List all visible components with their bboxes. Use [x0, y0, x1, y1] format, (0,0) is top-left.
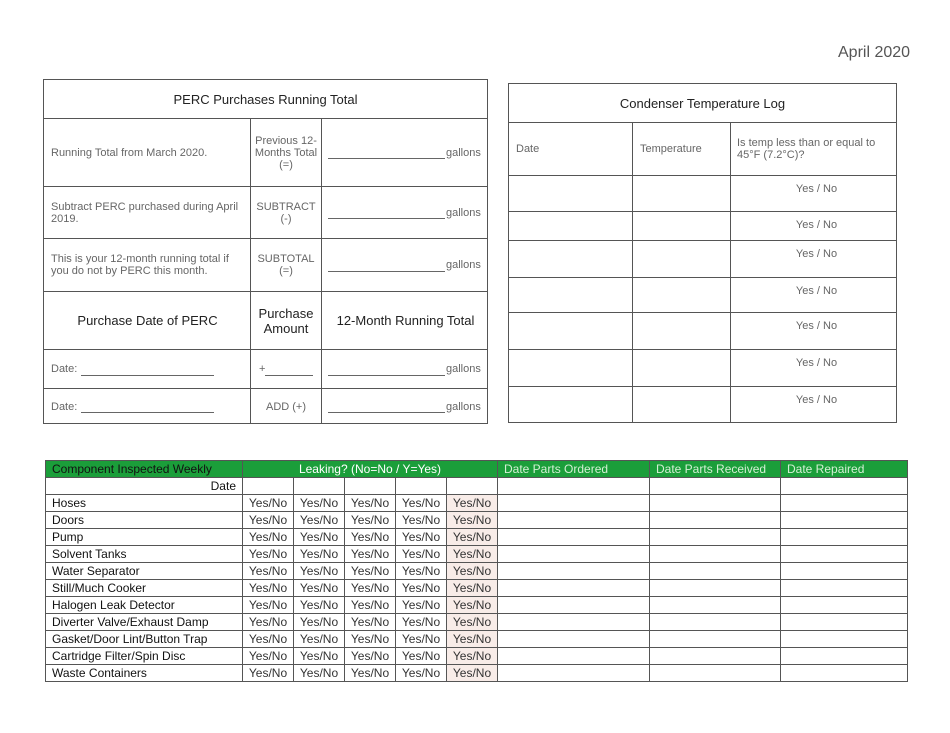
temperature-cell[interactable] — [633, 241, 731, 277]
perc-running-total-table — [43, 79, 488, 424]
date-input[interactable] — [81, 363, 214, 376]
date-cell[interactable] — [294, 478, 345, 495]
condenser-temperature-log — [508, 83, 897, 423]
date-entry-cell[interactable] — [498, 665, 650, 682]
yes-no-cell[interactable]: Yes/No — [447, 665, 498, 682]
yes-no-cell[interactable]: Yes / No — [795, 285, 838, 297]
yes-no-cell[interactable]: Yes/No — [396, 580, 447, 597]
yes-no-cell[interactable]: Yes/No — [294, 580, 345, 597]
yes-no-cell[interactable]: Yes/No — [294, 495, 345, 512]
yes-no-cell[interactable]: Yes/No — [294, 563, 345, 580]
component-name: Doors — [46, 512, 243, 529]
condenser-header-row — [509, 123, 896, 176]
yes-no-cell[interactable]: Yes/No — [294, 512, 345, 529]
yes-no-cell[interactable]: Yes/No — [345, 546, 396, 563]
date-entry-cell[interactable] — [498, 512, 650, 529]
condenser-row — [509, 313, 896, 350]
perc-row-desc: This is your 12-month running total if you do not by PERC this month. — [44, 239, 251, 291]
yes-no-cell[interactable]: Yes/No — [447, 546, 498, 563]
temperature-cell[interactable] — [633, 350, 731, 386]
yes-no-cell[interactable]: Yes/No — [345, 597, 396, 614]
yes-no-cell[interactable]: Yes/No — [345, 529, 396, 546]
component-row — [46, 665, 908, 682]
yes-no-cell[interactable]: Yes/No — [345, 648, 396, 665]
date-row-label: Date — [46, 478, 243, 495]
condenser-row — [509, 212, 896, 241]
gallons-input[interactable] — [328, 146, 445, 159]
empty-cell[interactable] — [781, 478, 908, 495]
yes-no-cell[interactable]: Yes/No — [294, 631, 345, 648]
temperature-column-header: Temperature — [633, 123, 731, 175]
yes-no-cell[interactable]: Yes/No — [243, 546, 294, 563]
yes-no-cell[interactable]: Yes/No — [294, 665, 345, 682]
yes-no-cell[interactable]: Yes/No — [345, 495, 396, 512]
date-entry-cell[interactable] — [650, 665, 781, 682]
date-entry-cell[interactable] — [650, 631, 781, 648]
date-cell[interactable] — [509, 387, 633, 422]
add-op: + — [259, 363, 266, 375]
date-entry-cell[interactable] — [781, 512, 908, 529]
yes-no-cell[interactable]: Yes/No — [396, 614, 447, 631]
month-title: April 2020 — [838, 44, 911, 61]
component-row — [46, 648, 908, 665]
condenser-row — [509, 350, 896, 387]
yes-no-cell[interactable]: Yes/No — [447, 563, 498, 580]
date-entry-cell[interactable] — [650, 614, 781, 631]
gallons-unit: gallons — [446, 363, 481, 375]
component-name: Still/Much Cooker — [46, 580, 243, 597]
component-row — [46, 546, 908, 563]
date-cell[interactable] — [396, 478, 447, 495]
perc-entry-row — [44, 350, 487, 389]
yes-no-cell[interactable]: Yes/No — [447, 614, 498, 631]
date-label: Date: — [51, 400, 78, 413]
date-entry-cell[interactable] — [650, 563, 781, 580]
date-entry-cell[interactable] — [498, 529, 650, 546]
running-total-header: 12-Month Running Total — [336, 313, 475, 328]
date-cell[interactable] — [345, 478, 396, 495]
date-entry-cell[interactable] — [781, 631, 908, 648]
date-cell[interactable] — [243, 478, 294, 495]
date-entry-cell[interactable] — [650, 529, 781, 546]
date-entry-cell[interactable] — [650, 580, 781, 597]
amount-input[interactable] — [265, 363, 313, 376]
date-entry-cell[interactable] — [498, 495, 650, 512]
date-entry-cell[interactable] — [498, 631, 650, 648]
date-entry-cell[interactable] — [498, 563, 650, 580]
date-received-header: Date Parts Received — [650, 461, 781, 478]
yes-no-cell[interactable]: Yes / No — [795, 357, 838, 369]
yes-no-cell[interactable]: Yes/No — [294, 614, 345, 631]
component-row — [46, 580, 908, 597]
yes-no-cell[interactable]: Yes/No — [243, 563, 294, 580]
condenser-row — [509, 241, 896, 278]
date-cell[interactable] — [509, 212, 633, 240]
component-name: Halogen Leak Detector — [46, 597, 243, 614]
yes-no-cell[interactable]: Yes/No — [447, 631, 498, 648]
yes-no-cell[interactable]: Yes/No — [243, 665, 294, 682]
yes-no-cell[interactable]: Yes/No — [345, 580, 396, 597]
date-entry-cell[interactable] — [781, 665, 908, 682]
yes-no-cell[interactable]: Yes/No — [447, 580, 498, 597]
date-entry-cell[interactable] — [781, 563, 908, 580]
date-cell[interactable] — [509, 278, 633, 312]
yes-no-cell[interactable]: Yes/No — [396, 631, 447, 648]
perc-row-desc: Subtract PERC purchased during April 2019. — [44, 187, 251, 238]
yes-no-cell[interactable]: Yes/No — [396, 495, 447, 512]
date-cell[interactable] — [509, 350, 633, 386]
perc-table-title: PERC Purchases Running Total — [44, 80, 487, 119]
leaking-column-header: Leaking? (No=No / Y=Yes) — [243, 461, 498, 478]
date-entry-cell[interactable] — [650, 597, 781, 614]
yes-no-cell[interactable]: Yes/No — [345, 563, 396, 580]
component-row — [46, 512, 908, 529]
yes-no-cell[interactable]: Yes/No — [447, 648, 498, 665]
date-entry-cell[interactable] — [498, 546, 650, 563]
yes-no-cell[interactable]: Yes/No — [396, 546, 447, 563]
date-entry-cell[interactable] — [650, 546, 781, 563]
date-entry-cell[interactable] — [781, 546, 908, 563]
date-repaired-header: Date Repaired — [781, 461, 908, 478]
perc-row-subtract — [44, 187, 487, 239]
temperature-cell[interactable] — [633, 313, 731, 349]
component-row — [46, 529, 908, 546]
condenser-row — [509, 176, 896, 212]
yes-no-cell[interactable]: Yes/No — [345, 614, 396, 631]
yes-no-cell[interactable]: Yes/No — [345, 665, 396, 682]
date-cell[interactable] — [509, 241, 633, 277]
date-cell[interactable] — [509, 176, 633, 211]
date-entry-cell[interactable] — [498, 648, 650, 665]
perc-row-op: Previous 12-Months Total (=) — [251, 119, 322, 186]
yes-no-cell[interactable]: Yes/No — [396, 529, 447, 546]
yes-no-cell[interactable]: Yes/No — [243, 631, 294, 648]
date-entry-cell[interactable] — [781, 529, 908, 546]
temperature-cell[interactable] — [633, 176, 731, 211]
gallons-input[interactable] — [328, 206, 445, 219]
gallons-input[interactable] — [328, 400, 445, 413]
component-name: Pump — [46, 529, 243, 546]
gallons-input[interactable] — [328, 363, 445, 376]
component-row — [46, 495, 908, 512]
yes-no-cell[interactable]: Yes/No — [294, 546, 345, 563]
date-entry-cell[interactable] — [781, 495, 908, 512]
yes-no-cell[interactable]: Yes/No — [294, 648, 345, 665]
yes-no-cell[interactable]: Yes/No — [396, 648, 447, 665]
perc-entry-row — [44, 389, 487, 424]
yes-no-cell[interactable]: Yes/No — [243, 648, 294, 665]
component-name: Cartridge Filter/Spin Disc — [46, 648, 243, 665]
purchase-amount-header: Purchase Amount — [251, 292, 322, 349]
gallons-unit: gallons — [446, 259, 481, 271]
yes-no-cell[interactable]: Yes / No — [795, 219, 838, 231]
gallons-unit: gallons — [446, 146, 481, 159]
perc-row-march — [44, 119, 487, 187]
date-entry-cell[interactable] — [650, 648, 781, 665]
yes-no-cell[interactable]: Yes/No — [243, 597, 294, 614]
yes-no-cell[interactable]: Yes/No — [396, 512, 447, 529]
purchase-date-header: Purchase Date of PERC — [44, 292, 251, 349]
date-input[interactable] — [81, 400, 214, 413]
perc-row-desc: Running Total from March 2020. — [44, 119, 251, 186]
yes-no-cell[interactable]: Yes/No — [243, 529, 294, 546]
date-ordered-header: Date Parts Ordered — [498, 461, 650, 478]
gallons-unit: gallons — [446, 206, 481, 219]
component-row — [46, 631, 908, 648]
date-entry-cell[interactable] — [781, 580, 908, 597]
date-entry-cell[interactable] — [650, 495, 781, 512]
yes-no-cell[interactable]: Yes / No — [795, 183, 838, 195]
date-cell[interactable] — [447, 478, 498, 495]
perc-header-row — [44, 292, 487, 350]
yes-no-cell[interactable]: Yes/No — [396, 597, 447, 614]
yes-no-cell[interactable]: Yes/No — [345, 512, 396, 529]
condenser-title: Condenser Temperature Log — [509, 84, 896, 123]
perc-row-subtotal — [44, 239, 487, 292]
date-label: Date: — [51, 363, 78, 375]
gallons-unit: gallons — [446, 400, 481, 413]
yes-no-cell[interactable]: Yes/No — [243, 512, 294, 529]
date-entry-cell[interactable] — [498, 597, 650, 614]
yes-no-cell[interactable]: Yes/No — [447, 529, 498, 546]
date-entry-cell[interactable] — [781, 648, 908, 665]
component-column-header: Component Inspected Weekly — [46, 461, 243, 478]
condenser-row — [509, 278, 896, 313]
perc-row-op: SUBTRACT (-) — [251, 187, 322, 238]
component-name: Water Separator — [46, 563, 243, 580]
temperature-cell[interactable] — [633, 387, 731, 422]
component-name: Waste Containers — [46, 665, 243, 682]
temperature-cell[interactable] — [633, 212, 731, 240]
component-name: Hoses — [46, 495, 243, 512]
component-row — [46, 597, 908, 614]
yes-no-cell[interactable]: Yes/No — [243, 614, 294, 631]
yes-no-cell[interactable]: Yes/No — [243, 495, 294, 512]
yes-no-cell[interactable]: Yes / No — [795, 320, 838, 332]
component-inspection-table — [45, 460, 908, 682]
yes-no-cell[interactable]: Yes/No — [447, 495, 498, 512]
yes-no-cell[interactable]: Yes/No — [447, 512, 498, 529]
yes-no-cell[interactable]: Yes/No — [345, 631, 396, 648]
date-entry-cell[interactable] — [781, 597, 908, 614]
check-column-header: Is temp less than or equal to 45°F (7.2°C)? — [737, 137, 876, 161]
date-entry-cell[interactable] — [498, 580, 650, 597]
empty-cell[interactable] — [498, 478, 650, 495]
yes-no-cell[interactable]: Yes/No — [396, 665, 447, 682]
empty-cell[interactable] — [650, 478, 781, 495]
yes-no-cell[interactable]: Yes/No — [294, 529, 345, 546]
perc-row-op: SUBTOTAL (=) — [251, 239, 322, 291]
component-name: Diverter Valve/Exhaust Damp — [46, 614, 243, 631]
gallons-input[interactable] — [328, 259, 445, 272]
date-entry-cell[interactable] — [650, 512, 781, 529]
yes-no-cell[interactable]: Yes/No — [243, 580, 294, 597]
component-row — [46, 563, 908, 580]
yes-no-cell[interactable]: Yes/No — [447, 597, 498, 614]
component-header-row — [46, 461, 908, 478]
yes-no-cell[interactable]: Yes/No — [294, 597, 345, 614]
temperature-cell[interactable] — [633, 278, 731, 312]
date-entry-cell[interactable] — [498, 614, 650, 631]
add-op: ADD (+) — [251, 389, 322, 424]
yes-no-cell[interactable]: Yes / No — [795, 248, 838, 260]
condenser-row — [509, 387, 896, 422]
date-entry-cell[interactable] — [781, 614, 908, 631]
component-name: Gasket/Door Lint/Button Trap — [46, 631, 243, 648]
yes-no-cell[interactable]: Yes/No — [396, 563, 447, 580]
date-cell[interactable] — [509, 313, 633, 349]
component-row — [46, 614, 908, 631]
component-name: Solvent Tanks — [46, 546, 243, 563]
yes-no-cell[interactable]: Yes / No — [795, 394, 838, 406]
date-row — [46, 478, 908, 495]
date-column-header: Date — [509, 123, 633, 175]
